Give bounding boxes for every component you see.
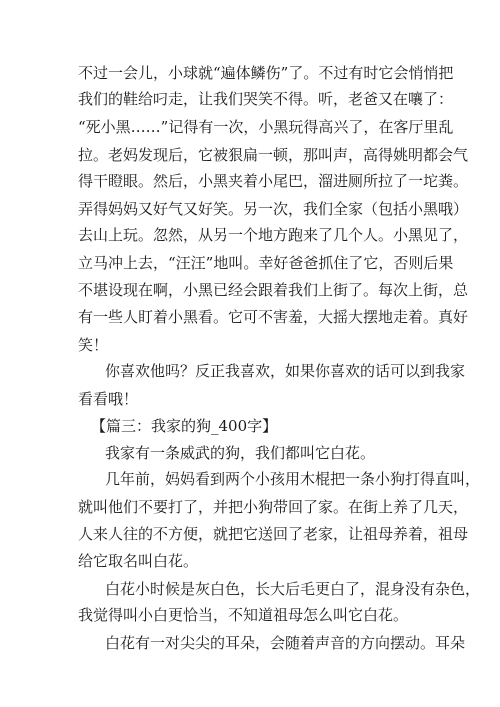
section-heading: 【篇三：我家的狗_400字】 [91,417,278,435]
text-line: 得干瞪眼。然后，小黑夹着小尾巴，溜进厕所拉了一坨粪。 [78,172,469,190]
text-line: 不堪设现在啊，小黑已经会跟着我们上街了。每次上街，总 [78,281,469,299]
text-line: 给它取名叫白花。 [78,552,199,570]
text-line: 去山上玩。忽然，从另一个地方跑来了几个人。小黑见了， [78,226,469,244]
text-line: 就叫他们不要打了，并把小狗带回了家。在街上养了几天， [78,498,469,516]
text-line: 看看哦！ [78,390,139,408]
text-line: “死小黑……”记得有一次，小黑玩得高兴了，在客厅里乱 [78,118,454,136]
text-line: 我们的鞋给叼走，让我们哭笑不得。听，老爸又在嚷了： [78,90,454,108]
text-line: 有一些人盯着小黑看。它可不害羞，大摇大摆地走着。真好 [78,308,469,326]
paragraph-first-line: 几年前，妈妈看到两个小孩用木棍把一条小狗打得直叫， [105,470,481,488]
text-line: 拉。老妈发现后，它被狠扁一顿，那叫声，高得姚明都会气 [78,146,469,164]
text-line: 笑！ [78,336,109,354]
text-line: 人来人往的不方便，就把它送回了老家，让祖母养着，祖母 [78,525,469,543]
paragraph-first-line: 白花小时候是灰白色，长大后毛更白了，混身没有杂色， [105,580,481,598]
text-line: 不过一会儿，小球就“遍体鳞伤”了。不过有时它会悄悄把 [78,64,454,82]
text-line: 立马冲上去，“汪汪”地叫。幸好爸爸抓住了它，否则后果 [78,254,454,272]
paragraph-first-line: 你喜欢他吗？反正我喜欢，如果你喜欢的话可以到我家 [105,362,466,380]
paragraph-first-line: 我家有一条威武的狗，我们都叫它白花。 [105,444,376,462]
text-line: 我觉得叫小白更恰当，不知道祖母怎么叫它白花。 [78,606,409,624]
text-line: 弄得妈妈又好气又好笑。另一次，我们全家（包括小黑哦） [78,200,469,218]
paragraph-first-line: 白花有一对尖尖的耳朵，会随着声音的方向摆动。耳朵 [105,634,466,652]
